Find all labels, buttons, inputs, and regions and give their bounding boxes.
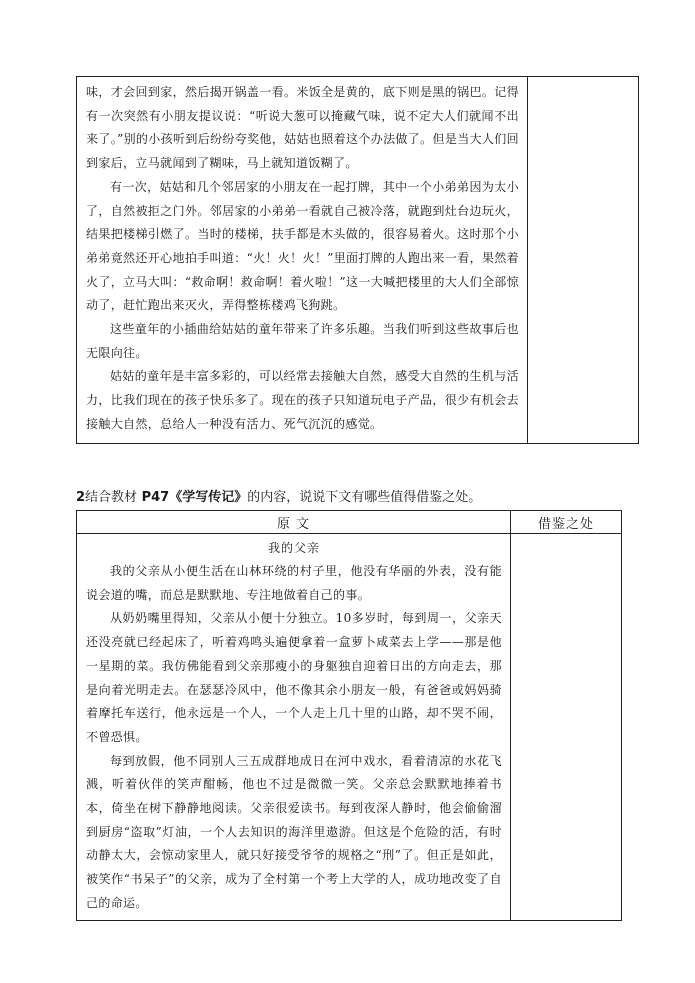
story-paragraph: 姑姑的童年是丰富多彩的，可以经常去接触大自然，感受大自然的生机与活力，比我们现在的孩子快乐多了。现在的孩子只知道玩电子产品，很少有机会去接触大自然，总给人一种没有活力、死气沉沉的感觉。 — [86, 369, 519, 431]
continuation-table — [76, 76, 639, 444]
answer-blank-cell — [511, 534, 622, 921]
question-source: P47《学写传记》 — [137, 490, 248, 505]
essay-paragraph: 每到放假，他不同别人三五成群地成日在河中戏水，看着清凉的水花飞溅，听着伙伴的笑声酣畅，他也不过是微微一笑。父亲总会默默地捧着书本，倚坐在树下静静地阅读。父亲很爱读书。每到夜深人静时，他会偷偷溜到厨房“盗取”灯油，一个人去知识的海洋里遨游。但这是个危险的活，有时动静太大，会惊动家里人，就只好接受爷爷的规格之“刑”了。但正是如此，被笑作“书呆子”的父亲，成为了全村第一个考上大学的人，成功地改变了自己的命运。 — [86, 753, 502, 910]
story-paragraph: 有一次，姑姑和几个邻居家的小朋友在一起打牌，其中一个小弟弟因为太小了，自然被拒之门外。邻居家的小弟弟一看就自己被冷落，就跑到灶台边玩火，结果把楼梯引燃了。当时的楼梯，扶手都是木头做的，很容易着火。这时那个小弟弟竟然还开心地拍手叫道：“火！火！火！”里面打牌的人跑出来一看，果然着火了，立马大叫：“救命啊！救命啊！着火啦！”这一大喊把楼里的大人们全部惊动了，赶忙跑出来灭火，弄得整栋楼鸡飞狗跳。 — [86, 179, 519, 313]
question-suffix: 的内容，说说下文有哪些值得借鉴之处。 — [247, 490, 482, 505]
essay-paragraph: 我的父亲从小便生活在山林环绕的村子里，他没有华丽的外表，没有能说会道的嘴，而总是默默地、专注地做着自己的事。 — [86, 564, 502, 602]
question-2 — [76, 489, 636, 507]
essay-text-cell — [77, 534, 511, 921]
story-text-cell — [77, 77, 528, 444]
essay-paragraph: 从奶奶嘴里得知，父亲从小便十分独立。10多岁时，每到周一，父亲天还没亮就已经起床了，听着鸡鸣头遍便拿着一盒萝卜咸菜去上学——那是他一星期的菜。我仿佛能看到父亲那瘦小的身躯独自迎着日出的方向走去，那是向着光明走去。在瑟瑟冷风中，他不像其余小朋友一般，有爸爸或妈妈骑着摩托车送行，他永远是一个人，一个人走上几十里的山路，却不哭不闹，不曾恐惧。 — [86, 611, 502, 744]
essay-title: 我的父亲 — [267, 541, 320, 555]
analysis-table — [76, 510, 622, 921]
question-prefix: 结合教材 — [85, 490, 138, 505]
question-number: 2 — [76, 490, 86, 505]
answer-blank-cell — [528, 77, 639, 444]
header-original-text: 原 文 — [77, 511, 511, 534]
story-paragraph: 味，才会回到家，然后揭开锅盖一看。米饭全是黄的，底下则是黑的锅巴。记得有一次突然有小朋友提议说：“听说大葱可以掩藏气味，说不定大人们就闻不出来了。”别的小孩听到后纷纷夸奖他，姑姑也照着这个办法做了。但是当大人们回到家后，立马就闻到了糊味，马上就知道饭糊了。 — [86, 85, 519, 171]
header-reference-points: 借鉴之处 — [511, 511, 622, 534]
story-paragraph: 这些童年的小插曲给姑姑的童年带来了许多乐趣。当我们听到这些故事后也无限向往。 — [86, 322, 519, 360]
